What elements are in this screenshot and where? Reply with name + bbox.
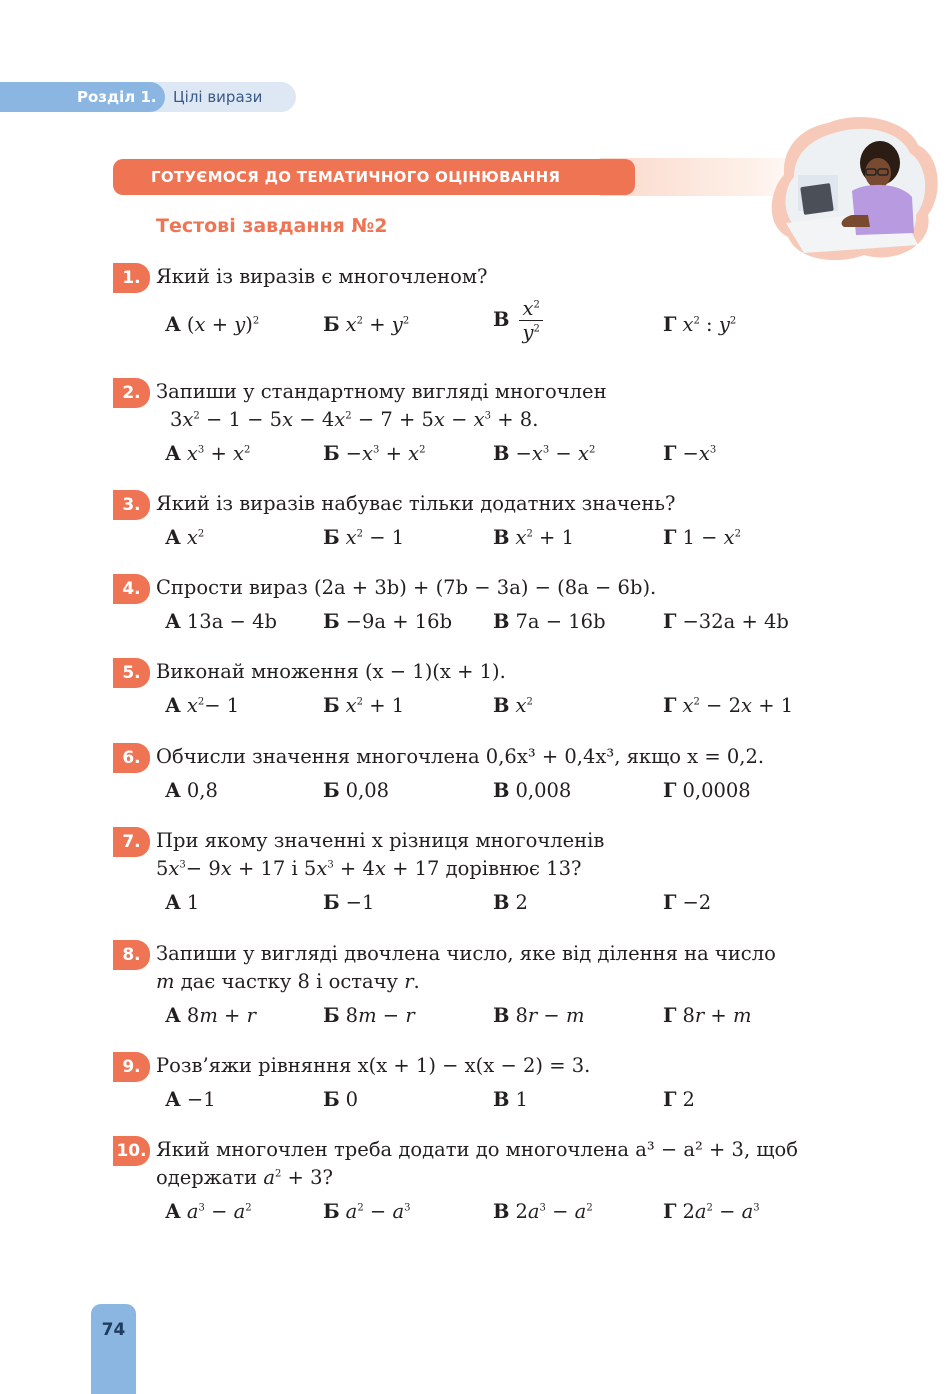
answer-g[interactable]: Г 0,0008 bbox=[663, 779, 751, 802]
task-question: Розв’яжи рівняння x(x + 1) − x(x − 2) = 3. bbox=[156, 1054, 591, 1077]
task-number: 8. bbox=[113, 940, 150, 970]
task-expression: $3x^2 - 1 - 5x - 4x^2 - 7 + 5x - x^3 + 8$. bbox=[170, 408, 539, 431]
answer-g[interactable]: Г 8r + m bbox=[663, 1004, 752, 1027]
section-subtitle: Тестові завдання №2 bbox=[156, 215, 388, 237]
answer-v[interactable]: В 0,008 bbox=[493, 779, 572, 802]
task-expression: $5x^3- 9x + 17$ і $5x^3 + 4x + 17$ дорівнює 13? bbox=[156, 857, 582, 880]
chapter-title: Цілі вирази bbox=[173, 88, 263, 106]
answer-v[interactable]: В $2a^3 - a^2$ bbox=[493, 1200, 593, 1223]
page-number-tab bbox=[91, 1304, 136, 1394]
task-number: 9. bbox=[113, 1052, 150, 1082]
task-question: При якому значенні x різниця многочленів bbox=[156, 829, 605, 852]
task-question: Який із виразів є многочленом? bbox=[156, 265, 488, 288]
answer-a[interactable]: А −1 bbox=[165, 1088, 216, 1111]
chapter-number: Розділ 1. bbox=[77, 88, 157, 106]
answer-b[interactable]: Б 0 bbox=[323, 1088, 359, 1111]
answer-b[interactable]: Б 8m − r bbox=[323, 1004, 415, 1027]
answer-a[interactable]: А 1 bbox=[165, 891, 200, 914]
task-question: Спрости вираз (2a + 3b) + (7b − 3a) − (8a − 6b). bbox=[156, 576, 657, 599]
task-question: Який многочлен треба додати до многочлена a³ − a² + 3, щоб bbox=[156, 1138, 798, 1161]
task-number: 3. bbox=[113, 490, 150, 520]
student-illustration bbox=[768, 115, 940, 263]
answer-a[interactable]: А 8m + r bbox=[165, 1004, 256, 1027]
answer-v[interactable]: В $x^2$ bbox=[493, 694, 533, 717]
section-banner bbox=[113, 159, 635, 195]
banner-text: ГОТУЄМОСЯ ДО ТЕМАТИЧНОГО ОЦІНЮВАННЯ bbox=[151, 168, 561, 186]
task-number: 10. bbox=[113, 1136, 150, 1166]
task-number: 4. bbox=[113, 574, 150, 604]
answer-v[interactable]: В 1 bbox=[493, 1088, 528, 1111]
answer-g[interactable]: Г −2 bbox=[663, 891, 712, 914]
answer-b[interactable]: Б 0,08 bbox=[323, 779, 390, 802]
answer-b[interactable]: Б $x^2 + y^2$ bbox=[323, 313, 410, 336]
answer-v[interactable]: В 7a − 16b bbox=[493, 610, 606, 633]
task-number: 2. bbox=[113, 378, 150, 408]
answer-v[interactable]: $В -x^3 - x^2$ bbox=[493, 442, 596, 465]
answer-v[interactable]: В 2 bbox=[493, 891, 528, 914]
answer-g[interactable]: $Г -x^3$ bbox=[663, 442, 717, 465]
answer-g[interactable]: Г $x^2 - 2x + 1$ bbox=[663, 694, 794, 717]
task-question: Запиши у вигляді двочлена число, яке від ділення на число bbox=[156, 942, 776, 965]
task-number: 6. bbox=[113, 743, 150, 773]
answer-b[interactable]: Б $a^2 - a^3$ bbox=[323, 1200, 411, 1223]
answer-a[interactable]: А 0,8 bbox=[165, 779, 218, 802]
answer-b[interactable]: Б −9a + 16b bbox=[323, 610, 453, 633]
answer-b[interactable]: Б −1 bbox=[323, 891, 375, 914]
task-question: Який із виразів набуває тільки додатних значень? bbox=[156, 492, 676, 515]
answer-g[interactable]: Г 2 bbox=[663, 1088, 695, 1111]
answer-a[interactable]: А $x^2- 1$ bbox=[165, 694, 240, 717]
answer-a[interactable]: А $a^3 - a^2$ bbox=[165, 1200, 252, 1223]
answer-b[interactable]: $Б -x^3 + x^2$ bbox=[323, 442, 426, 465]
answer-v[interactable]: В 8r − m bbox=[493, 1004, 585, 1027]
task-question: Виконай множення (x − 1)(x + 1). bbox=[156, 660, 506, 683]
task-question: Запиши у стандартному вигляді многочлен bbox=[156, 380, 607, 403]
task-question-cont: одержати $a^2 + 3$? bbox=[156, 1166, 333, 1189]
answer-g[interactable]: Г $1 - x^2$ bbox=[663, 526, 741, 549]
task-number: 5. bbox=[113, 658, 150, 688]
answer-v[interactable]: В $x^2 + 1$ bbox=[493, 526, 575, 549]
answer-g[interactable]: Г $2a^2 - a^3$ bbox=[663, 1200, 760, 1223]
task-question-cont: m дає частку 8 і остачу r. bbox=[156, 970, 420, 993]
answer-a[interactable]: А 13a − 4b bbox=[165, 610, 277, 633]
answer-g[interactable]: Г −32a + 4b bbox=[663, 610, 789, 633]
answer-a[interactable]: А $(x + y)^2$ bbox=[165, 313, 260, 336]
answer-b[interactable]: Б $x^2 + 1$ bbox=[323, 694, 405, 717]
page-number: 74 bbox=[101, 1320, 126, 1340]
answer-g[interactable]: Г $x^2$ : $y^2$ bbox=[663, 313, 737, 336]
chapter-header bbox=[0, 82, 296, 112]
answer-a[interactable]: А $x^3 + x^2$ bbox=[165, 442, 251, 465]
task-number: 1. bbox=[113, 263, 150, 293]
task-question: Обчисли значення многочлена 0,6x³ + 0,4x³, якщо x = 0,2. bbox=[156, 745, 765, 768]
task-number: 7. bbox=[113, 827, 150, 857]
answer-a[interactable]: А $x^2$ bbox=[165, 526, 205, 549]
answer-v[interactable]: В $\frac{x^2}{y^2}$ bbox=[493, 297, 543, 344]
answer-b[interactable]: Б $x^2 - 1$ bbox=[323, 526, 405, 549]
